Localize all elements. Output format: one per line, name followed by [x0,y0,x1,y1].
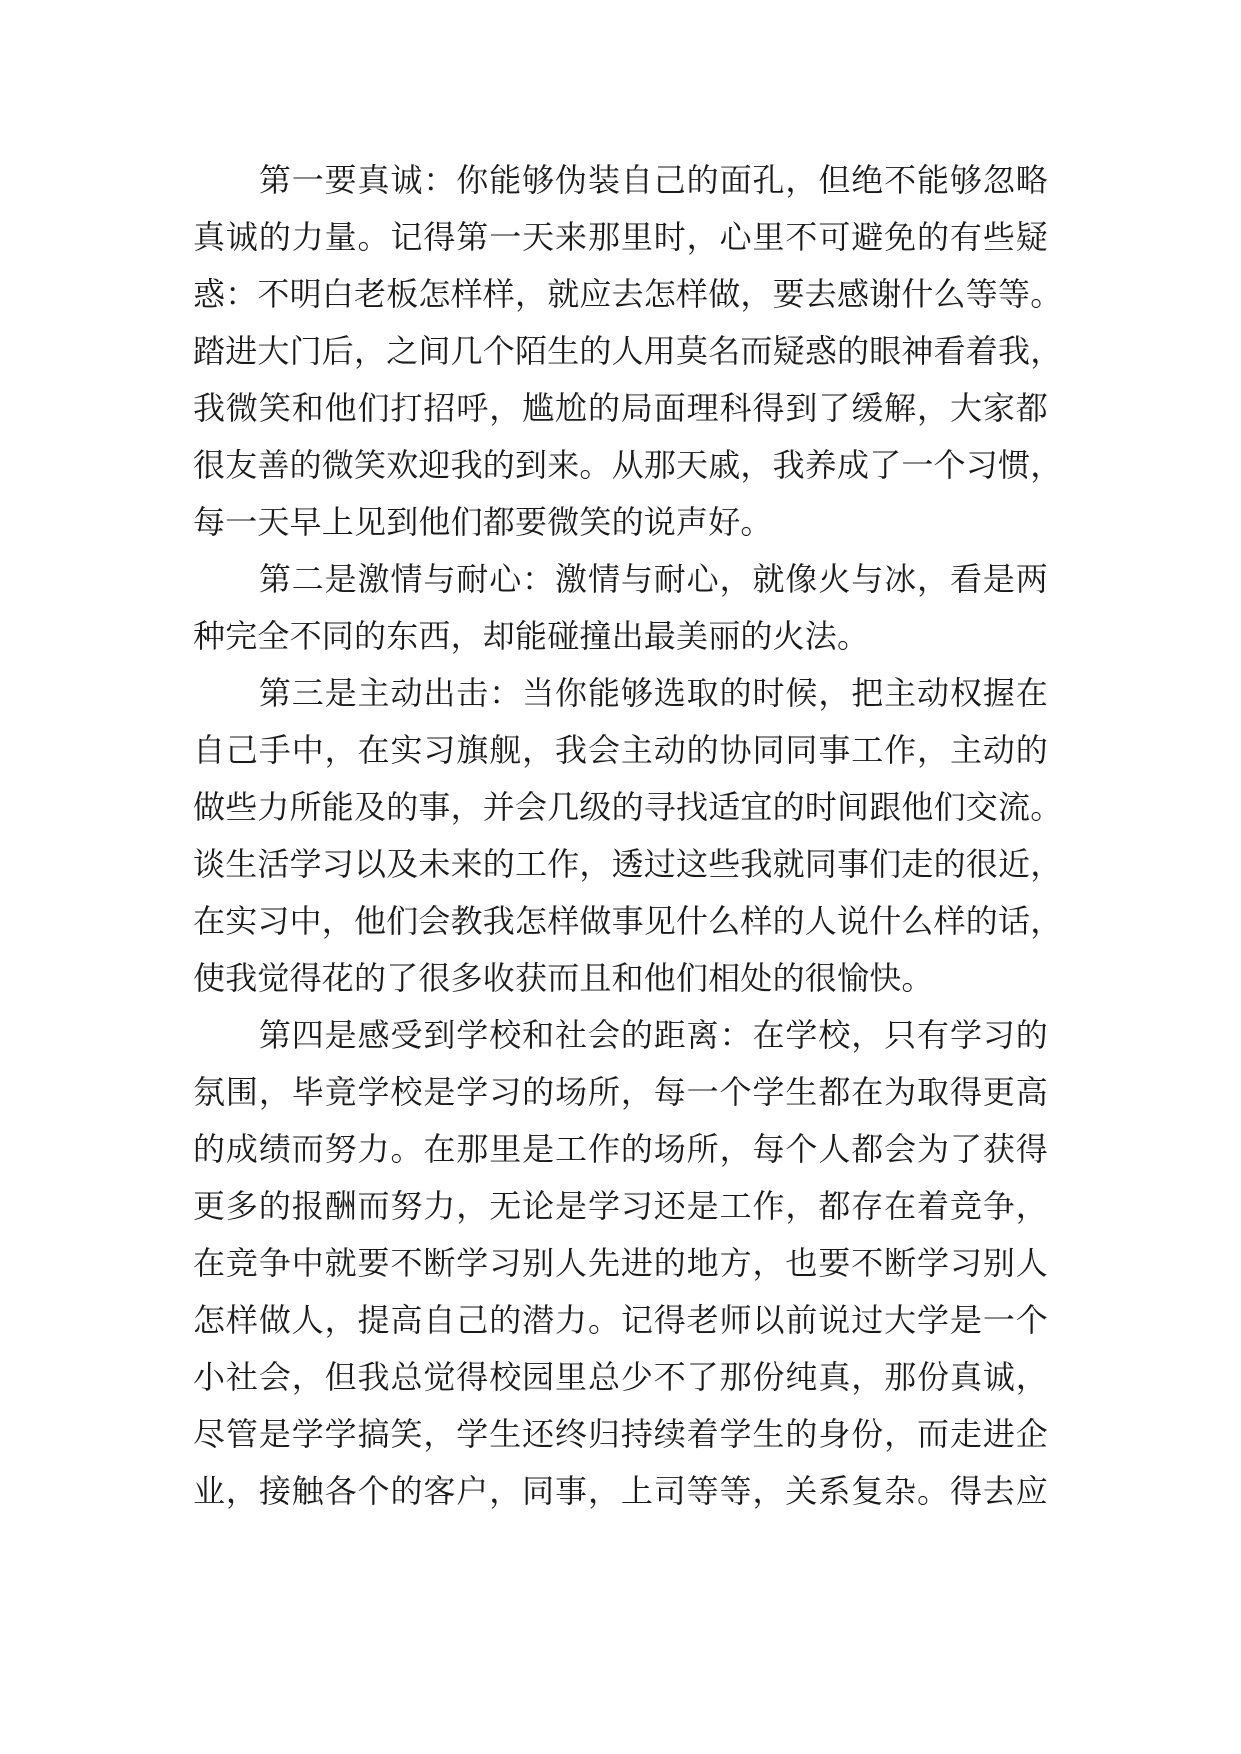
text-line: 业，接触各个的客户，同事，上司等等，关系复杂。得去应 [193,1472,1048,1510]
text-line: 我微笑和他们打招呼，尴尬的局面理科得到了缓解，大家都 [193,389,1048,427]
document-body [193,152,1063,1520]
paragraph-2 [193,551,1048,665]
paragraph-3 [193,665,1063,1007]
text-line: 做些力所能及的事，并会几级的寻找适宜的时间跟他们交流。 [193,788,1063,826]
text-line: 氛围，毕竟学校是学习的场所，每一个学生都在为取得更高 [193,1073,1048,1111]
text-line: 第三是主动出击：当你能够选取的时候，把主动权握在 [193,674,1048,712]
text-line: 真诚的力量。记得第一天来那里时，心里不可避免的有些疑 [193,218,1048,256]
text-line: 的成绩而努力。在那里是工作的场所，每个人都会为了获得 [193,1130,1048,1168]
text-line: 小社会，但我总觉得校园里总少不了那份纯真，那份真诚， [193,1358,1048,1396]
text-line: 第四是感受到学校和社会的距离：在学校，只有学习的 [193,1016,1048,1054]
text-line: 谈生活学习以及未来的工作，透过这些我就同事们走的很近， [193,845,1063,883]
text-line: 很友善的微笑欢迎我的到来。从那天戚，我养成了一个习惯， [193,446,1063,484]
text-line: 每一天早上见到他们都要微笑的说声好。 [193,503,773,541]
text-line: 惑：不明白老板怎样样，就应去怎样做，要去感谢什么等等。 [193,275,1063,313]
text-line: 使我觉得花的了很多收获而且和他们相处的很愉快。 [193,959,934,997]
text-line: 在竞争中就要不断学习别人先进的地方，也要不断学习别人 [193,1244,1048,1282]
text-line: 在实习中，他们会教我怎样做事见什么样的人说什么样的话， [193,902,1063,940]
paragraph-1 [193,152,1063,551]
text-line: 第一要真诚：你能够伪装自己的面孔，但绝不能够忽略 [193,161,1048,199]
paragraph-4 [193,1007,1048,1520]
text-line: 踏进大门后，之间几个陌生的人用莫名而疑惑的眼神看着我， [193,332,1063,370]
text-line: 怎样做人，提高自己的潜力。记得老师以前说过大学是一个 [193,1301,1048,1339]
text-line: 种完全不同的东西，却能碰撞出最美丽的火法。 [193,617,870,655]
text-line: 第二是激情与耐心：激情与耐心，就像火与冰，看是两 [193,560,1048,598]
text-line: 更多的报酬而努力，无论是学习还是工作，都存在着竞争， [193,1187,1048,1225]
text-line: 尽管是学学搞笑，学生还终归持续着学生的身份，而走进企 [193,1415,1048,1453]
text-line: 自己手中，在实习旗舰，我会主动的协同同事工作，主动的 [193,731,1048,769]
